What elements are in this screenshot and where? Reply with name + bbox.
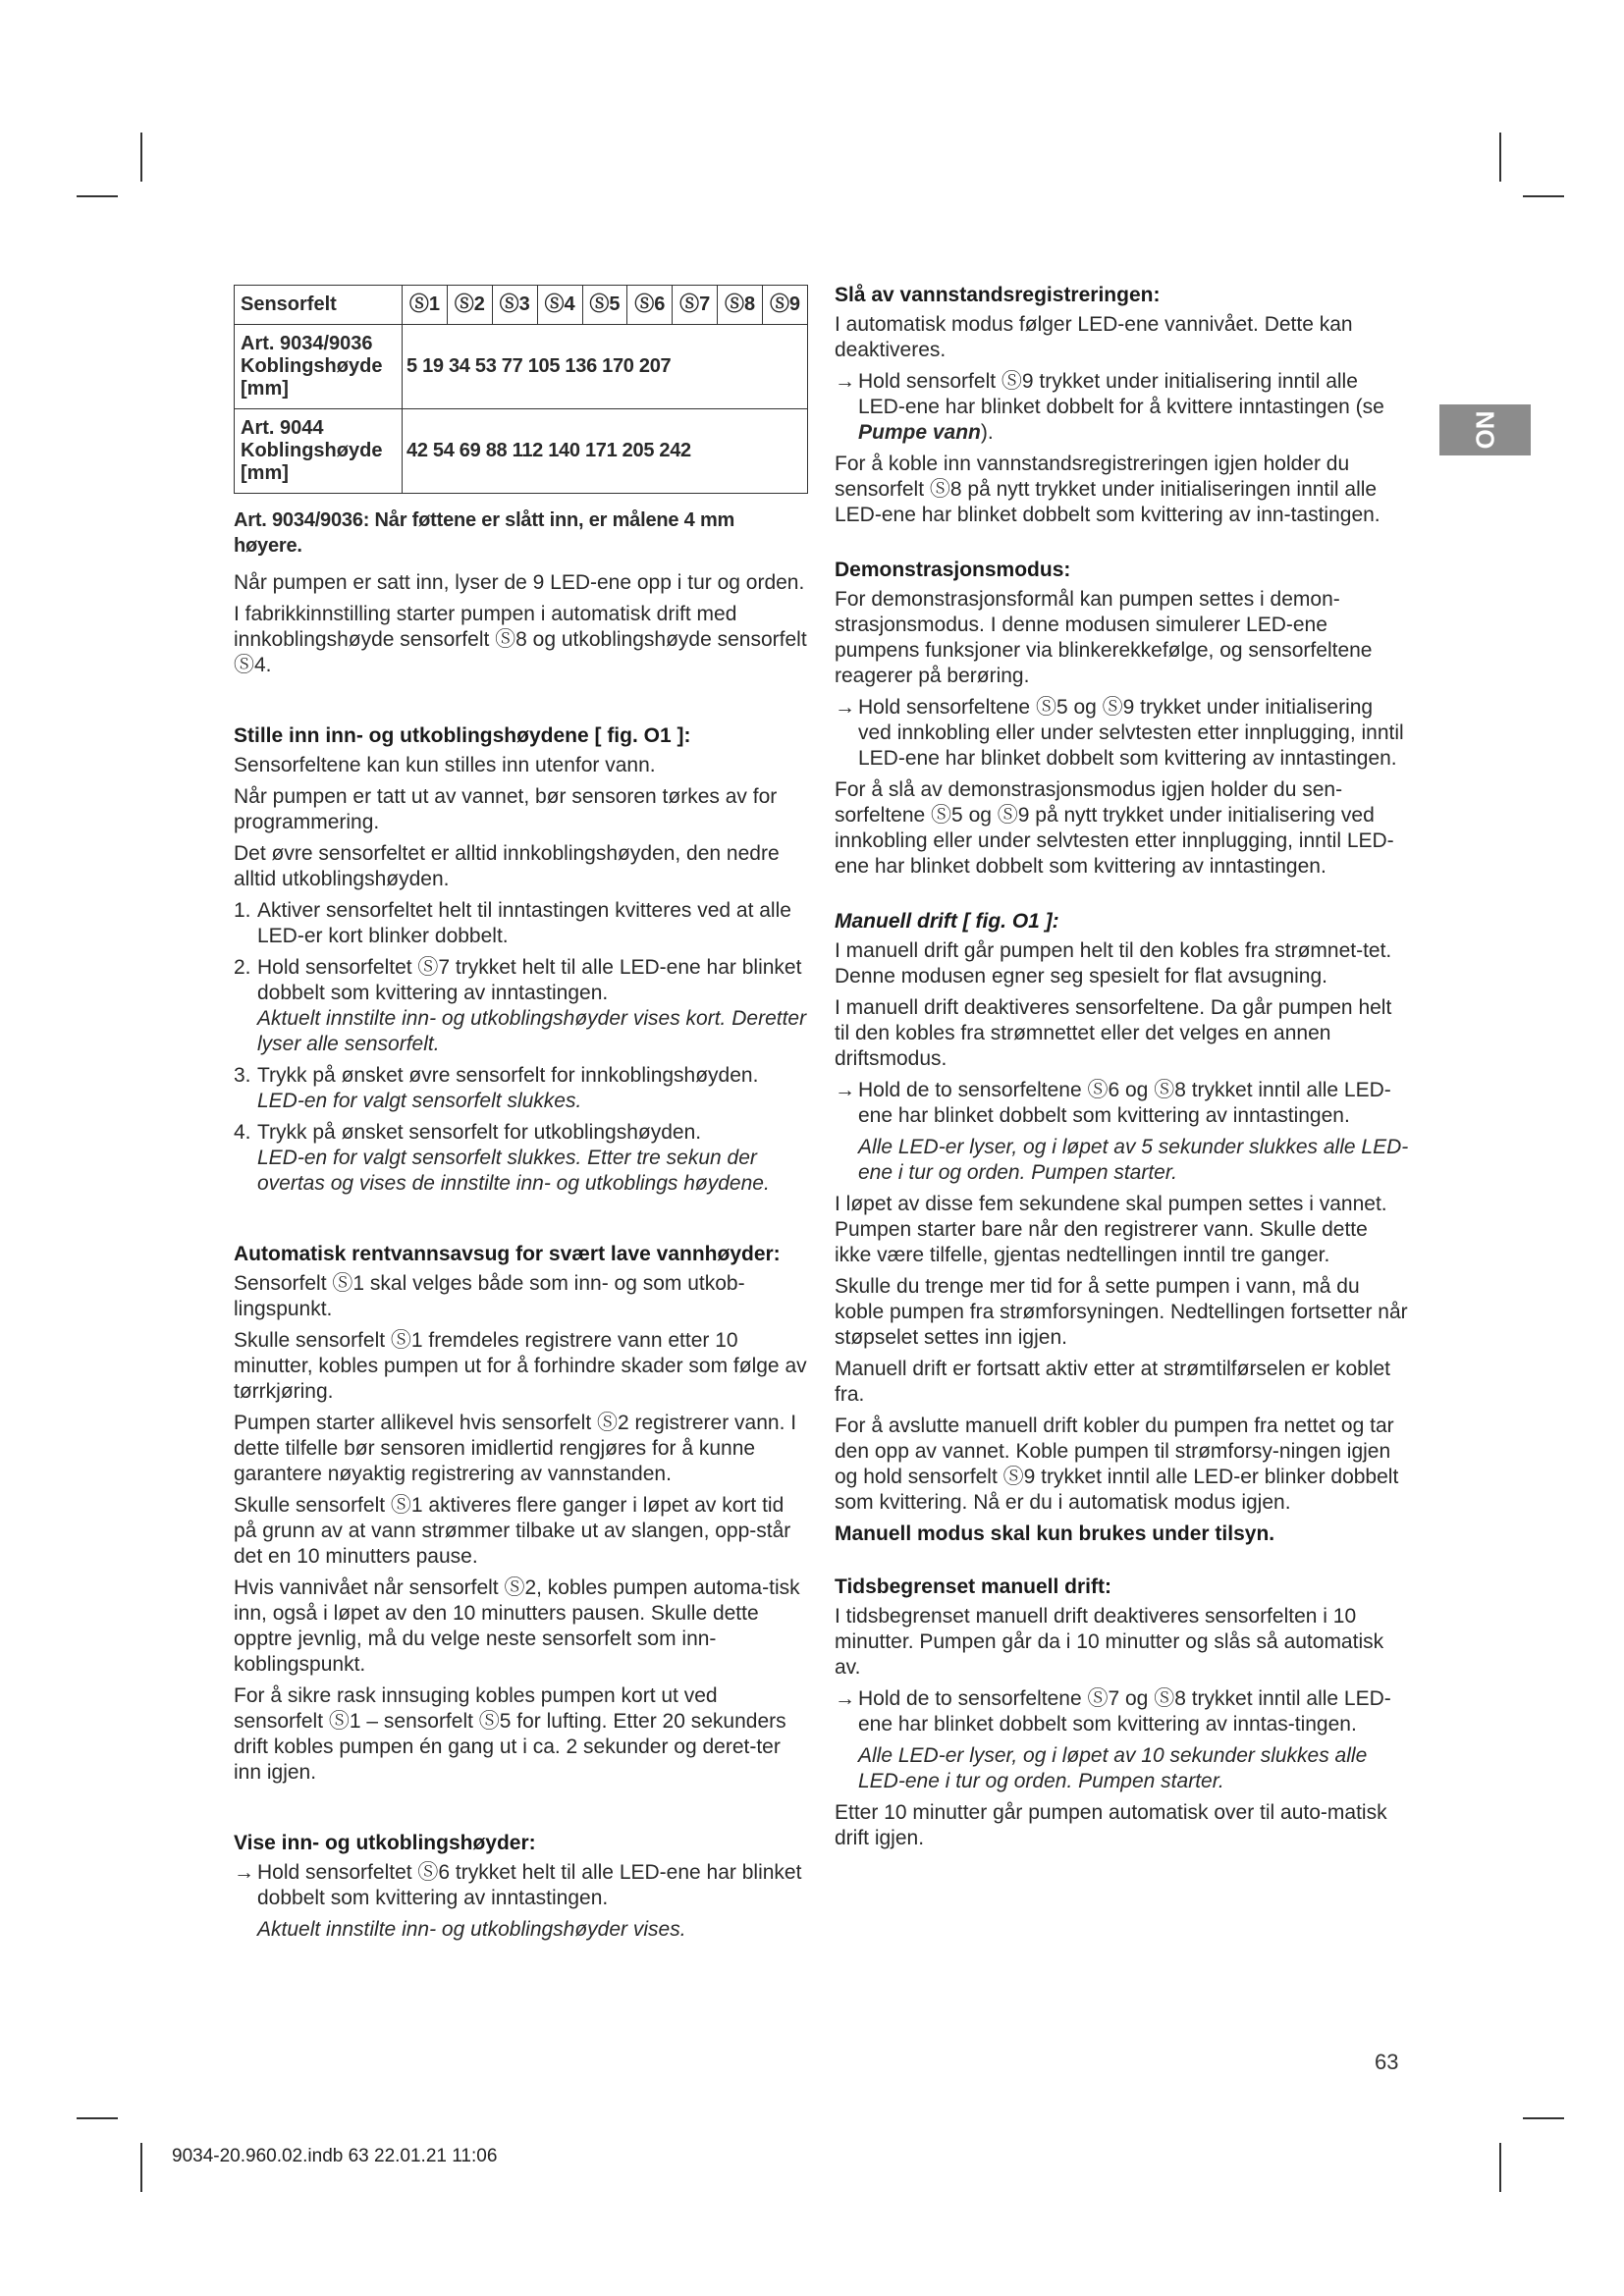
crop-mark — [140, 2143, 142, 2192]
paragraph: I løpet av disse fem sekundene skal pumpen settes i vannet. Pumpen starter bare når den registrerer vann. Skulle dette ikke være tilfelle, gjentas nedtellingen inntil tre ganger. — [835, 1193, 1387, 1266]
list-item-note: LED-en for valgt sensorfelt slukkes. — [257, 1090, 582, 1112]
paragraph: Hvis vannivået når sensorfelt Ⓢ2, kobles pumpen automa-tisk inn, også i løpet av den 10 minutters pausen. Skulle dette opptre jevnlig, må du velge neste sensorfelt som inn-koblingspunkt. — [234, 1576, 800, 1676]
list-item-note: Aktuelt innstilte inn- og utkoblingshøyder vises kort. Deretter lyser alle sensorfelt. — [257, 1007, 807, 1055]
sensor-symbol: Ⓢ3 — [492, 286, 537, 325]
print-footer: 9034-20.960.02.indb 63 22.01.21 11:06 — [172, 2146, 498, 2166]
sensor-symbol: Ⓢ5 — [582, 286, 627, 325]
paragraph: For å avslutte manuell drift kobler du pumpen fra nettet og tar den opp av vannet. Koble pumpen til strømforsy-ningen igjen og hold sensorfelt Ⓢ9 trykket inntil alle LED-er blinker dobbelt som kvittering. Nå er du i automatisk modus igjen. — [835, 1415, 1399, 1514]
crop-mark — [1523, 2117, 1564, 2119]
section-heading: Tidsbegrenset manuell drift: — [835, 1575, 1111, 1598]
arrow-icon: → — [835, 370, 855, 393]
row-label: Art. 9044 Koblingshøyde [mm] — [235, 409, 403, 494]
left-column — [234, 285, 808, 1949]
paragraph: I manuell drift deaktiveres sensorfeltene. Da går pumpen helt til den kobles fra strømnettet eller det velges en annen driftsmodus. — [835, 996, 1392, 1070]
list-number: 1. — [234, 899, 251, 922]
warning-text: Manuell modus skal kun brukes under tilsyn. — [835, 1522, 1275, 1545]
list-item-text: Aktiver sensorfeltet helt til inntastingen kvitteres ved at alle LED-er kort blinker dobbelt. — [257, 899, 791, 947]
section-heading: Vise inn- og utkoblingshøyder: — [234, 1832, 536, 1854]
section-heading: Manuell drift [ fig. O1 ]: — [835, 910, 1059, 933]
instruction-text: Hold sensorfeltet Ⓢ6 trykket helt til alle LED-ene har blinket dobbelt som kvittering av inntastingen. — [257, 1861, 802, 1909]
numbered-list — [234, 898, 808, 1197]
paragraph: Pumpen starter allikevel hvis sensorfelt Ⓢ2 registrerer vann. I dette tilfelle bør sensoren imidlertid rengjøres for å kunne garantere nøyaktig registrering av vannstanden. — [234, 1412, 797, 1485]
sensor-symbol: Ⓢ8 — [718, 286, 763, 325]
paragraph: For demonstrasjonsformål kan pumpen settes i demon-strasjonsmodus. I denne modusen simulerer LED-ene pumpens funksjoner via blinkerekkefølge, og sensorfeltene reagerer på berøring. — [835, 588, 1373, 687]
paragraph: Skulle du trenge mer tid for å sette pumpen i vann, må du koble pumpen fra strømforsyningen. Nedtellingen fortsetter når støpselet settes inn igjen. — [835, 1275, 1408, 1349]
instruction-step — [835, 1078, 1409, 1129]
paragraph: Manuell drift er fortsatt aktiv etter at strømtilførselen er koblet fra. — [835, 1358, 1391, 1406]
sensor-height-table — [234, 285, 808, 494]
sensor-symbol: Ⓢ6 — [627, 286, 673, 325]
instruction-text: Hold de to sensorfeltene Ⓢ7 og Ⓢ8 trykket inntil alle LED-ene har blinket dobbelt som kvittering av inntas-tingen. — [858, 1687, 1391, 1735]
paragraph: For å sikre rask innsuging kobles pumpen kort ut ved sensorfelt Ⓢ1 – sensorfelt Ⓢ5 for lufting. Etter 20 sekunders drift kobles pumpen én gang ut i ca. 2 sekunder og deret-ter inn igjen. — [234, 1684, 786, 1784]
list-item-note: LED-en for valgt sensorfelt slukkes. Etter tre sekun der overtas og vises de innstilte inn- og utkoblings høydene. — [257, 1147, 770, 1195]
paragraph: Etter 10 minutter går pumpen automatisk over til auto-matisk drift igjen. — [835, 1801, 1387, 1849]
section-heading: Slå av vannstandsregistreringen: — [835, 284, 1161, 306]
arrow-icon: → — [835, 1687, 855, 1710]
list-item — [234, 955, 808, 1057]
list-item — [234, 1063, 808, 1114]
table-header-label: Sensorfelt — [235, 286, 403, 325]
section-heading: Automatisk rentvannsavsug for svært lave vannhøyder: — [234, 1243, 781, 1265]
paragraph: For å slå av demonstrasjonsmodus igjen holder du sen-sorfeltene Ⓢ5 og Ⓢ9 på nytt trykket under initialisering ved innkobling eller under selvtesten etter innplugging, inntil LED-ene har blinket dobbelt som kvittering av inntastingen. — [835, 778, 1394, 878]
list-item — [234, 1120, 808, 1197]
arrow-icon: → — [835, 696, 855, 719]
paragraph: Når pumpen er tatt ut av vannet, bør sensoren tørkes av for programmering. — [234, 785, 778, 833]
arrow-icon: → — [234, 1861, 254, 1884]
row-values: 42 54 69 88 112 140 171 205 242 — [403, 409, 808, 494]
instruction-text: Hold de to sensorfeltene Ⓢ6 og Ⓢ8 trykket inntil alle LED-ene har blinket dobbelt som kvittering av inntastingen. — [858, 1079, 1391, 1127]
instruction-note: Alle LED-er lyser, og i løpet av 10 sekunder slukkes alle LED-ene i tur og orden. Pumpen starter. — [858, 1744, 1368, 1792]
sensor-symbol: Ⓢ9 — [763, 286, 808, 325]
crop-mark — [77, 195, 118, 197]
paragraph: I manuell drift går pumpen helt til den kobles fra strømnet-tet. Denne modusen egner seg spesielt for flat avsugning. — [835, 939, 1392, 988]
paragraph: I tidsbegrenset manuell drift deaktiveres sensorfelten i 10 minutter. Pumpen går da i 10 minutter og slås så automatisk av. — [835, 1605, 1384, 1679]
sensor-symbol: Ⓢ2 — [447, 286, 492, 325]
paragraph: Sensorfeltene kan kun stilles inn utenfor vann. — [234, 754, 656, 776]
paragraph: Skulle sensorfelt Ⓢ1 aktiveres flere ganger i løpet av kort tid på grunn av at vann strømmer tilbake ut av slangen, opp-står det en 10 minutters pause. — [234, 1494, 791, 1568]
paragraph: Sensorfelt Ⓢ1 skal velges både som inn- og som utkob-lingspunkt. — [234, 1272, 745, 1320]
instruction-text-end: ). — [980, 421, 994, 444]
instruction-step — [234, 1860, 808, 1911]
arrow-icon: → — [835, 1079, 855, 1101]
instruction-step — [835, 369, 1409, 446]
list-number: 3. — [234, 1064, 251, 1087]
paragraph: I automatisk modus følger LED-ene vannivået. Dette kan deaktiveres. — [835, 313, 1353, 361]
page-number: 63 — [1375, 2050, 1399, 2074]
row-label: Art. 9034/9036 Koblingshøyde [mm] — [235, 325, 403, 409]
list-item-text: Trykk på ønsket øvre sensorfelt for innkoblingshøyden. — [257, 1064, 759, 1087]
sensor-symbol: Ⓢ1 — [403, 286, 448, 325]
section-heading: Demonstrasjonsmodus: — [835, 559, 1071, 581]
instruction-step — [835, 1686, 1409, 1737]
instruction-note: Aktuelt innstilte inn- og utkoblingshøyder vises. — [257, 1918, 686, 1941]
table-note-text: Når føttene er slått inn, er målene 4 mm høyere. — [234, 509, 735, 557]
list-item — [234, 898, 808, 949]
crop-mark — [1499, 133, 1501, 182]
language-tab — [1439, 404, 1531, 455]
paragraph: I fabrikkinnstilling starter pumpen i automatisk drift med innkoblingshøyde sensorfelt Ⓢ8 og utkoblingshøyde sensorfelt Ⓢ4. — [234, 603, 807, 676]
crop-mark — [1499, 2143, 1501, 2192]
instruction-text: Hold sensorfeltene Ⓢ5 og Ⓢ9 trykket under initialisering ved innkobling eller under selvtesten etter innplugging, inntil LED-ene har blinket dobbelt som kvittering av inntastingen. — [858, 696, 1404, 770]
language-tab-label: NO — [1470, 410, 1500, 450]
paragraph: Det øvre sensorfeltet er alltid innkoblingshøyden, den nedre alltid utkoblingshøyden. — [234, 842, 780, 890]
list-number: 4. — [234, 1121, 251, 1144]
instruction-note: Alle LED-er lyser, og i løpet av 5 sekunder slukkes alle LED-ene i tur og orden. Pumpen starter. — [858, 1136, 1409, 1184]
paragraph: Skulle sensorfelt Ⓢ1 fremdeles registrere vann etter 10 minutter, kobles pumpen ut for å forhindre skader som følge av tørrkjøring. — [234, 1329, 807, 1403]
table-note — [234, 507, 808, 559]
paragraph: Når pumpen er satt inn, lyser de 9 LED-ene opp i tur og orden. — [234, 571, 805, 594]
paragraph: For å koble inn vannstandsregistreringen igjen holder du sensorfelt Ⓢ8 på nytt trykket under initialiseringen inntil alle LED-ene har blinket dobbelt som kvittering av inn-tastingen. — [835, 453, 1380, 526]
crop-mark — [77, 2117, 118, 2119]
list-item-text: Trykk på ønsket sensorfelt for utkoblingshøyden. — [257, 1121, 702, 1144]
table-row — [235, 409, 808, 494]
crop-mark — [140, 133, 142, 182]
sensor-symbol: Ⓢ4 — [537, 286, 582, 325]
row-values: 5 19 34 53 77 105 136 170 207 — [403, 325, 808, 409]
instruction-reference: Pumpe vann — [858, 421, 981, 444]
right-column — [835, 283, 1409, 1857]
crop-mark — [1523, 195, 1564, 197]
table-row — [235, 325, 808, 409]
instruction-step — [835, 695, 1409, 772]
section-heading: Stille inn inn- og utkoblingshøydene [ fig. O1 ]: — [234, 724, 691, 747]
instruction-text: Hold sensorfelt Ⓢ9 trykket under initialisering inntil alle LED-ene har blinket dobbelt for å kvittere inntastingen (se — [858, 370, 1384, 418]
list-number: 2. — [234, 956, 251, 979]
table-header-row — [235, 286, 808, 325]
list-item-text: Hold sensorfeltet Ⓢ7 trykket helt til alle LED-ene har blinket dobbelt som kvittering av inntastingen. — [257, 956, 802, 1004]
table-note-bold: Art. 9034/9036: — [234, 509, 370, 531]
sensor-symbol: Ⓢ7 — [673, 286, 718, 325]
